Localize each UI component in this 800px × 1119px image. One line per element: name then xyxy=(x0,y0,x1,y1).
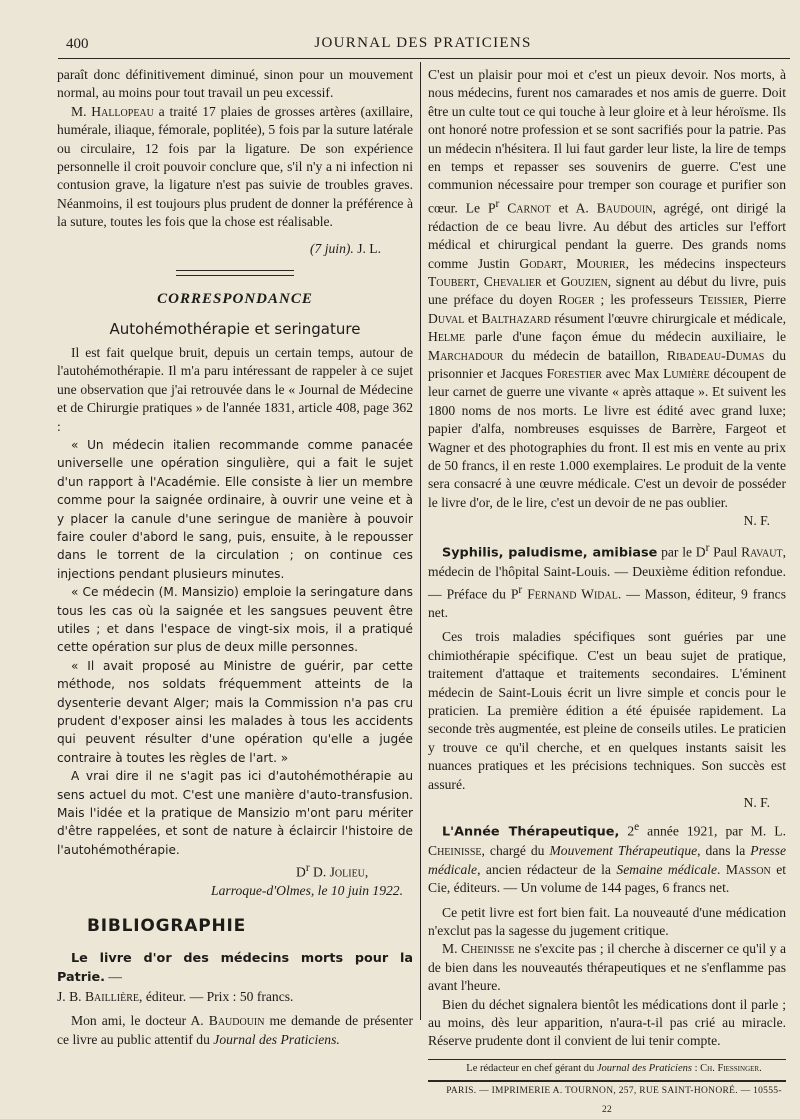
paragraph: Il est fait quelque bruit, depuis un certain temps, autour de l'autohémothérapie. Il m'a paru intéressant de rappeler à ce sujet une observation que j'ai retrouvée dans le « Journal de Médecine et de Chirurgie pratiques » de l'année 1831, article 408, page 362 : xyxy=(57,344,413,434)
paragraph: Ce petit livre est fort bien fait. La nouveauté d'une médication n'exclut pas la sagesse du jugement critique. xyxy=(428,904,786,938)
paragraph: C'est un plaisir pour moi et c'est un pieux devoir. Nos morts, à nous médecins, furent nos camarades et nos amis de guerre. Doit être un culte tout ce qui touche à leur gloire et à leur héroïsme. Ils ont honoré notre profession et se sont sacrifiés pour la patrie. Pas un médecin n'hésitera. Il lui faut garder leur liste, la lire de temps en temps et repasser ses souvenirs de guerre. C'est une communion nécessaire pour tremper son courage et purifier son cœur. Le $P^r$ Carnot et A. Baudouin, agrégé, ont dirigé la rédaction de ce beau livre. Au début des articles sur l'effort médical et chirurgical pendant la guerre. Des grands noms comme Justin Godart, Mourier, les médecins inspecteurs Toubert, Chevalier et Gouzien, signent au début du livre, puis une préface du doyen Roger ; les professeurs Teissier, Pierre Duval et Balthazard résument l'œuvre chirurgicale et médicale, Helme parle d'une façon émue du médecin auxiliaire, le Marchadour du médecin de bataillon, Ribadeau-Dumas du prisonnier et Jacques Forestier avec Max Lumière découpent de leur carnet de guerre une vivante « après attaque ». Et suivent les 1800 noms de nos morts. Le livre est édité avec grand luxe; papier d'alfa, nombreuses esquisses de Barrère, Fargeot et Wagner et des photographies du front. Il est mis en vente au prix de 50 francs, il en reste 1.000 exemplaires. Le produit de la vente sera consacré à une œuvre médicale. C'est un devoir de posséder le livre d'or, de le lire, c'est un devoir de ne pas oublier. xyxy=(428,67,787,510)
quote-paragraph: « Ce médecin (M. Mansizio) emploie la seringature dans tous les cas où la saignée et les sangsues peuvent être utiles ; et dans l'espace de vingt-six mois, il a pratiqué cette opération sur plus de deux mille personnes. xyxy=(57,585,413,655)
quote-paragraph: « Il avait proposé au Ministre de guérir, par cette méthode, nos soldats fréquemment atteints de la dysenterie devant Alger; mais la Commission n'a pas cru prudent d'exposer ainsi les malades à tous les accidents qui peuvent résulter d'une opération qu'elle a jugée contraire à toutes les règles de l'art. » xyxy=(57,658,413,765)
book-entry: L'Année Thérapeutique, 2e année 1921, par M. L. Cheinisse, chargé du Mouvement Thérapeutique, dans la Presse médicale, ancien rédacteur de la Semaine médicale. Masson et Cie, éditeurs. — Un volume de 144 pages, 6 francs net. xyxy=(428,821,787,896)
book-entry: Syphilis, paludisme, amibiase par le $D^r$ Paul Ravaut, médecin de l'hôpital Saint-Louis. — Deuxième édition refondue. — Préface du $P^r$ Fernand Widal. — Masson, éditeur, 9 francs net. xyxy=(428,541,787,620)
signature: (7 juin). J. L. xyxy=(310,240,381,256)
paragraph: Ces trois maladies spécifiques sont guéries par une chimiothérapie spécifique. C'est un beau sujet de pratique, traitement d'attaque et traitements secondaires. L'éminent médecin de Saint-Louis écrit un livre simple et concis pour le praticien. La première édition a été épuisée rapidement. La seconde très augmentée, est pleine de conseils utiles. Le praticien y trouve ce qu'il cherche, et en quelques instants saisit les nuances pratiques et les précisions techniques. Son succès est assuré. xyxy=(428,629,786,792)
paragraph: Mon ami, le docteur A. Baudouin me demande de présenter ce livre au public attentif du Journal des Praticiens. xyxy=(57,1013,413,1047)
header-rule xyxy=(58,58,790,59)
quote-paragraph: A vrai dire il ne s'agit pas ici d'autohémothérapie au sens actuel du mot. C'est une manière d'auto-transfusion. Mais l'idée et la pratique de Mansizio m'ont paru mériter d'être rappelées, et sont de nature à éclaircir l'histoire de l'autohémothérapie. xyxy=(57,769,413,857)
paragraph: paraît donc définitivement diminué, sinon pour un mouvement normal, au moins pour tout travail un peu excessif. xyxy=(57,67,413,101)
paragraph: M. Cheinisse ne s'excite pas ; il cherche à discerner ce qu'il y a de bien dans les nouveautés thérapeutiques et ne s'enflamme pas avant l'heure. xyxy=(428,941,786,994)
column-divider xyxy=(420,62,421,1020)
section-title: CORRESPONDANCE xyxy=(157,291,313,308)
signature: N. F. xyxy=(743,795,770,811)
book-publisher: J. B. Baillière, éditeur. — Prix : 50 francs. xyxy=(57,988,294,1004)
journal-title: JOURNAL DES PRATICIENS xyxy=(314,35,532,51)
paragraph: M. Hallopeau a traité 17 plaies de grosses artères (axillaire, humérale, iliaque, fémorale, poplitée), 5 fois par la suture latérale ou circulaire, 12 fois par la ligature. De son expérience personnelle il croit pouvoir conclure que, s'il n'y a ni infection ni contusion grave, la ligature n'est pas suivie de troubles graves. Néanmoins, il est toujours plus prudent de donner la préférence à la suture, toutes les fois que la chose est réalisable. xyxy=(57,103,413,230)
section-rule xyxy=(176,270,294,276)
quote-paragraph: « Un médecin italien recommande comme panacée universelle une opération singulière, qui a fait le sujet d'un rapport à l'Académie. Elle consiste à lier un membre comme pour la saignée ordinaire, à ouvrir une veine et à y placer la canule d'une seringue de manière à pouvoir faire couler d'abord le sang, puis, ensuite, à le repousser dans le torrent de la circulation ; on continue ces injections pendant plusieurs minutes. xyxy=(57,437,413,581)
author-place: Larroque-d'Olmes, le 10 juin 1922. xyxy=(211,883,403,899)
bibliographie-heading: BIBLIOGRAPHIE xyxy=(87,915,247,936)
author-name: Hallopeau xyxy=(91,103,154,119)
signature: N. F. xyxy=(743,513,770,529)
left-column xyxy=(57,66,413,1049)
page-number: 400 xyxy=(66,36,89,52)
article-title: Autohémothérapie et seringature xyxy=(109,320,361,339)
paragraph: Bien du déchet signalera bientôt les médications dont il parle ; au moins, dès leur apparition, n'aura-t-il pas crié au miracle. Réserve prudente dont il convient de lui tenir compte. xyxy=(428,996,786,1049)
book-entry: Le livre d'or des médecins morts pour la Patrie. — xyxy=(57,951,413,986)
footer-editor: Le rédacteur en chef gérant du Journal des Praticiens : Ch. Fiessinger. xyxy=(466,1062,762,1074)
author-signature: $D^r$ D. Jolieu, xyxy=(296,862,369,880)
footer-printer: PARIS. — IMPRIMERIE A. TOURNON, 257, RUE SAINT-HONORÉ. — 10555-22 xyxy=(446,1086,782,1115)
right-column xyxy=(428,66,786,1119)
page-header xyxy=(58,34,788,54)
